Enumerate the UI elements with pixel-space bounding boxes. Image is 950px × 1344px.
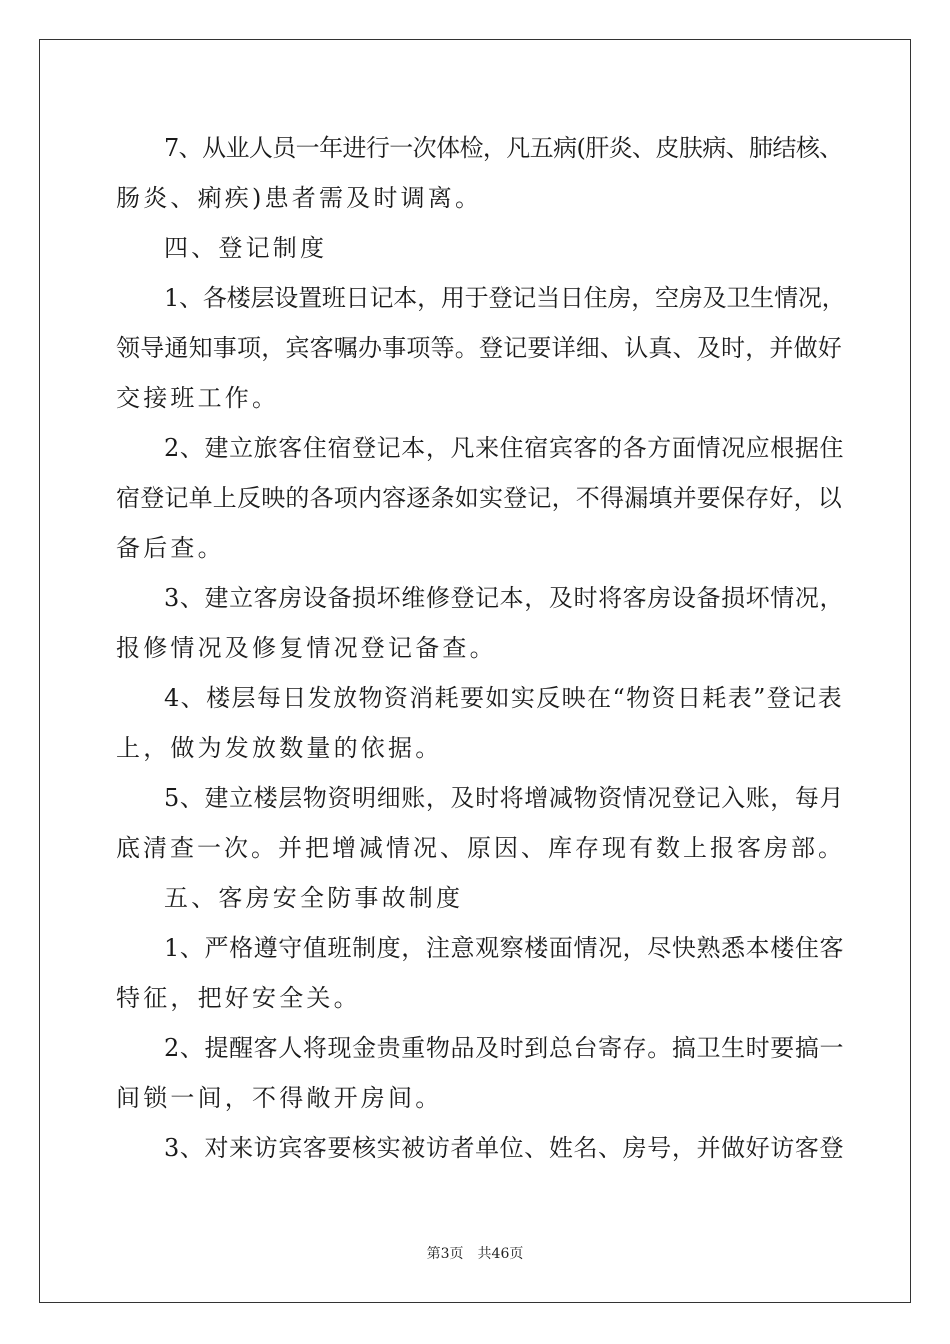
page-total: 共46页: [477, 1246, 524, 1262]
text-line: 3、建立客房设备损坏维修登记本，及时将客房设备损坏情况，: [164, 584, 845, 612]
text-line: 3、对来访宾客要核实被访者单位、姓名、房号，并做好访客登: [164, 1134, 845, 1162]
text-line: 2、建立旅客住宿登记本，凡来住宿宾客的各方面情况应根据住: [164, 434, 845, 462]
text-line: 上，做为发放数量的依据。: [116, 734, 443, 762]
text-line: 报修情况及修复情况登记备查。: [116, 634, 497, 662]
text-line: 7、从业人员一年进行一次体检，凡五病(肝炎、皮肤病、肺结核、: [164, 134, 843, 162]
text-line: 5、建立楼层物资明细账，及时将增减物资情况登记入账，每月: [164, 784, 845, 812]
text-line: 肠炎、痢疾)患者需及时调离。: [116, 184, 483, 212]
text-line: 间锁一间，不得敞开房间。: [116, 1084, 443, 1112]
page-number: 第3页: [426, 1246, 464, 1262]
text-line: 1、各楼层设置班日记本，用于登记当日住房，空房及卫生情况，: [164, 284, 846, 312]
text-line: 2、提醒客人将现金贵重物品及时到总台寄存。搞卫生时要搞一: [164, 1034, 845, 1062]
text-line: 备后查。: [116, 534, 225, 562]
text-line: 交接班工作。: [116, 384, 280, 412]
text-line: 特征，把好安全关。: [116, 984, 361, 1012]
text-line: 4、楼层每日发放物资消耗要如实反映在“物资日耗表”登记表: [164, 684, 844, 712]
page-footer: [0, 1244, 950, 1264]
text-line: 底清查一次。并把增减情况、原因、库存现有数上报客房部。: [116, 834, 845, 862]
text-line: 宿登记单上反映的各项内容逐条如实登记，不得漏填并要保存好，以: [116, 484, 842, 512]
section-heading: 五、客房安全防事故制度: [164, 884, 464, 912]
section-heading: 四、登记制度: [164, 234, 328, 262]
text-line: 1、严格遵守值班制度，注意观察楼面情况，尽快熟悉本楼住客: [164, 934, 845, 962]
text-line: 领导通知事项，宾客嘱办事项等。登记要详细、认真、及时，并做好: [116, 334, 842, 362]
